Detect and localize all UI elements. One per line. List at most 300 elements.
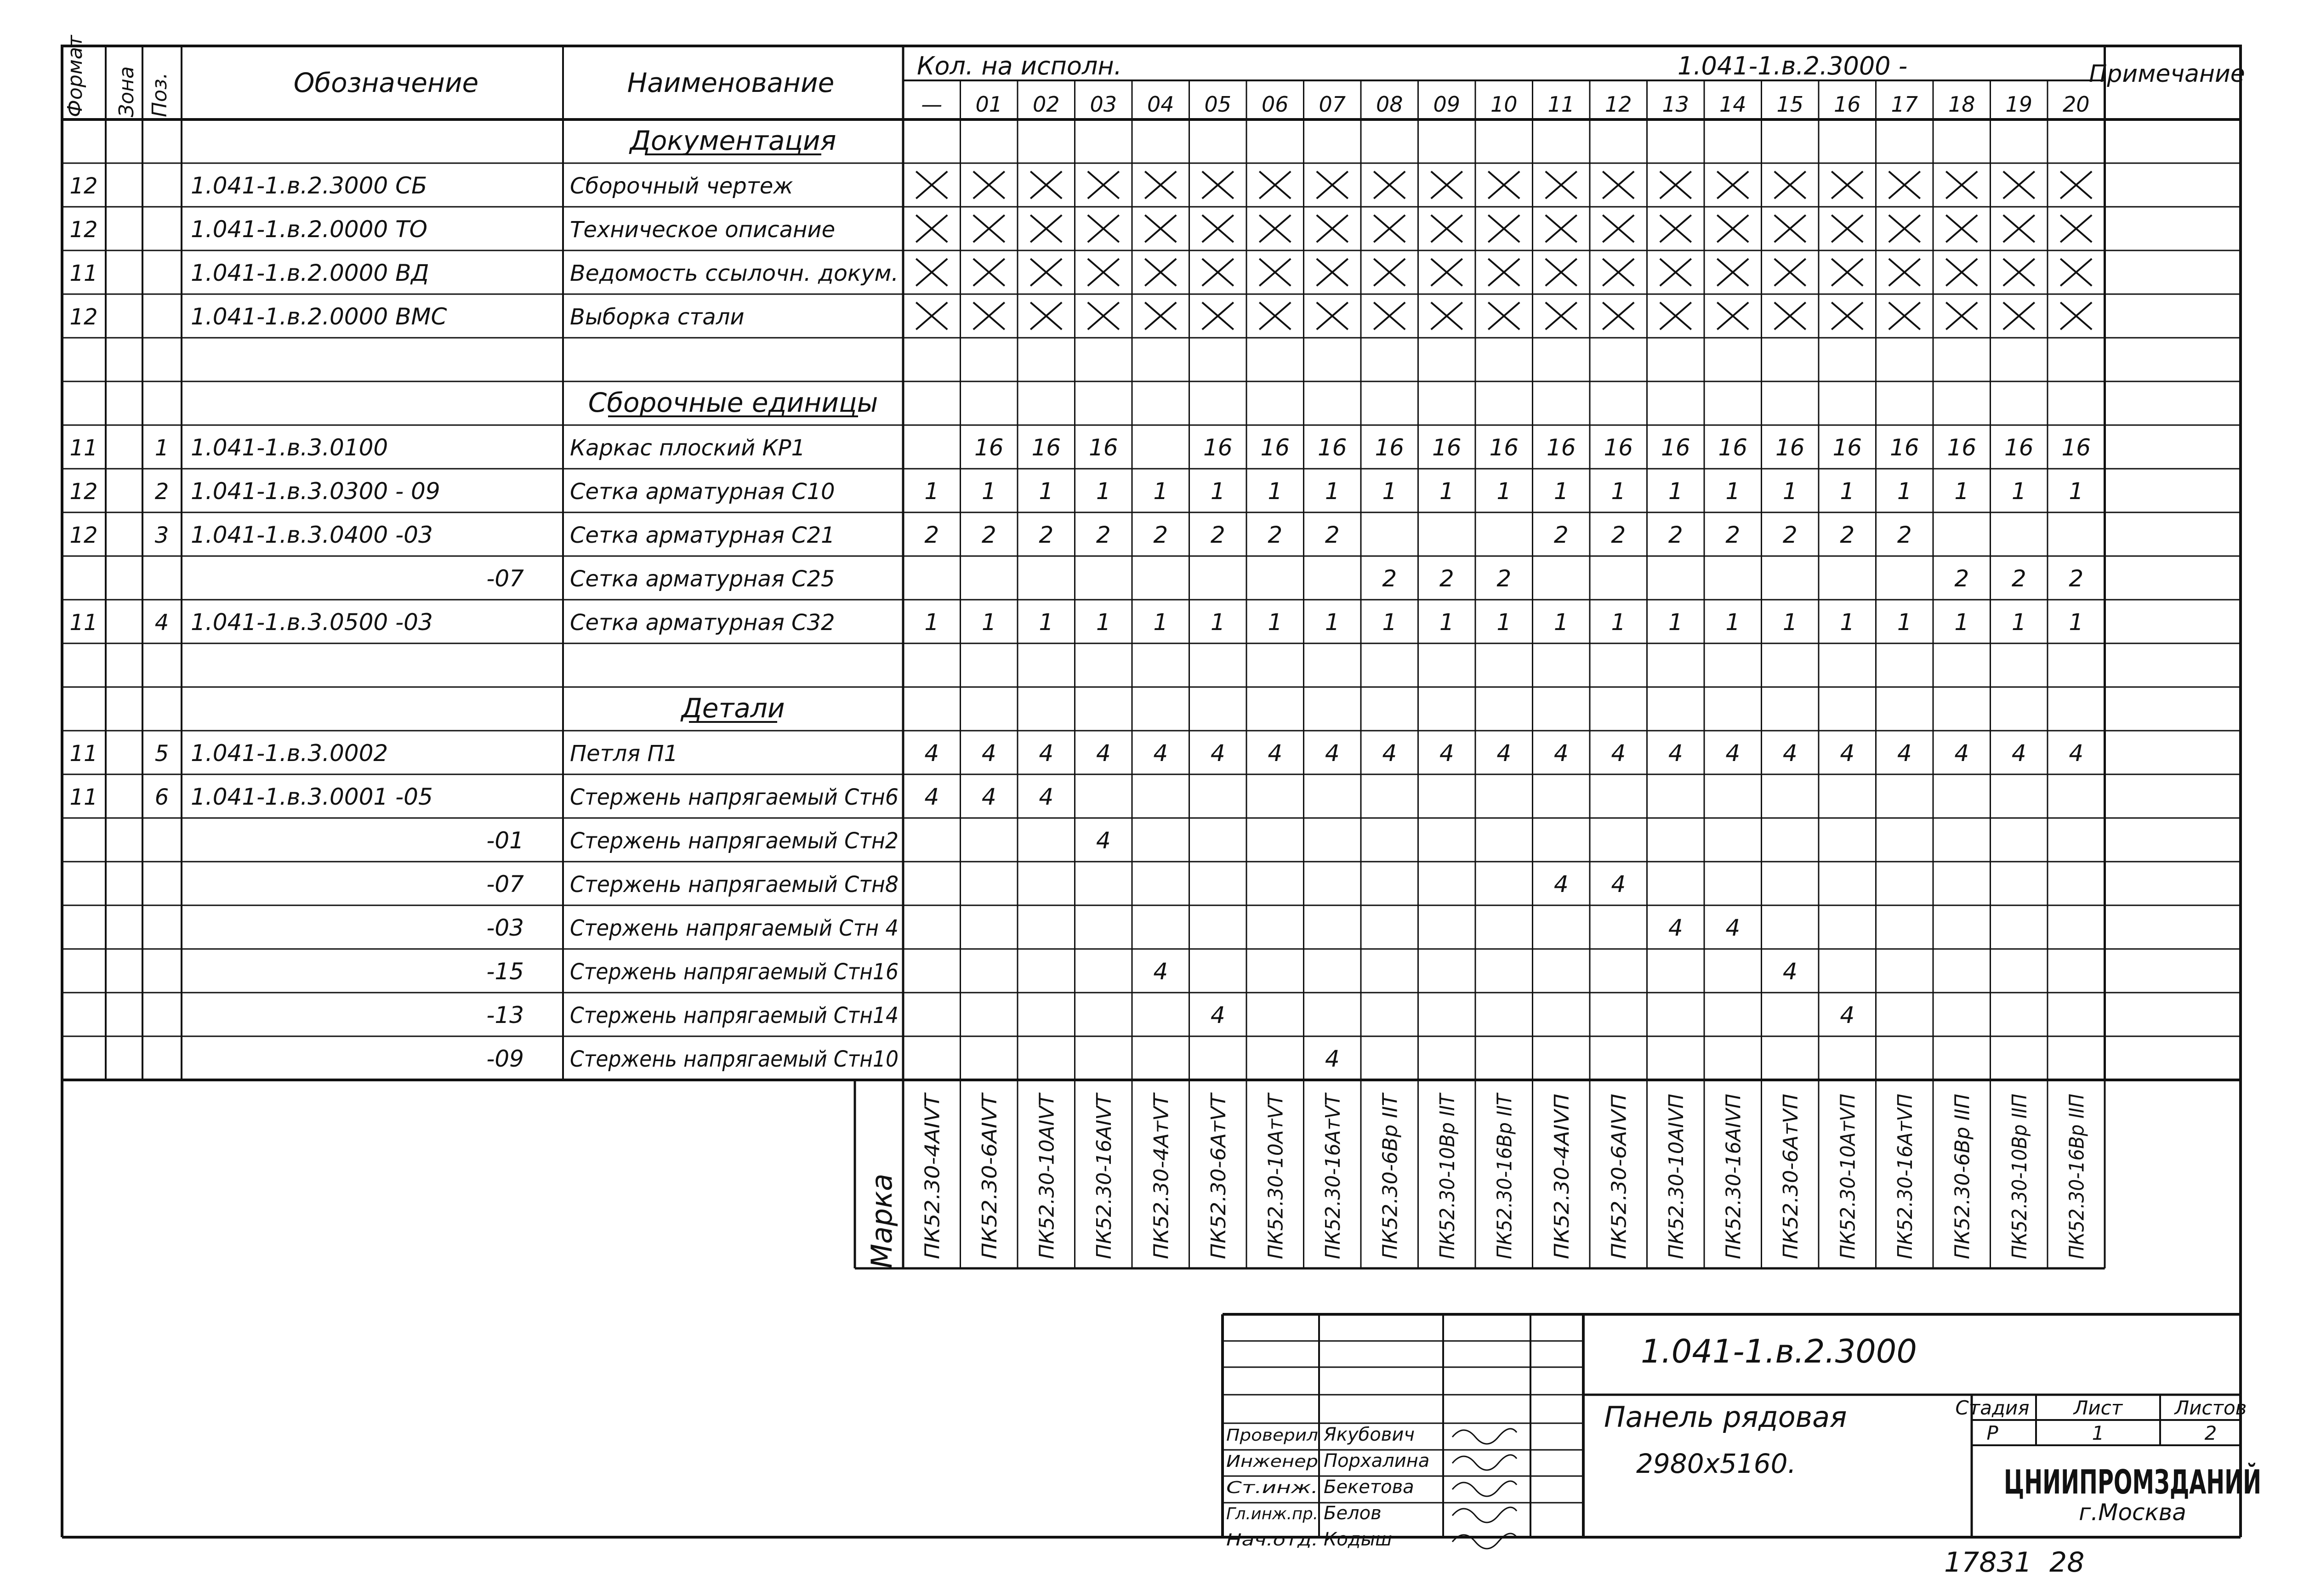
- quantity-cell: 16: [974, 434, 1004, 461]
- row-name: Ведомость ссылочн. докум.: [570, 261, 899, 286]
- row-position: 1: [154, 435, 169, 461]
- cross-mark: [1145, 302, 1176, 329]
- cross-mark: [1660, 259, 1691, 286]
- row-format: 11: [69, 435, 98, 461]
- doc-number: 1.041-1.в.2.3000: [1641, 1333, 1917, 1370]
- staff-role: Инженер: [1226, 1452, 1318, 1471]
- quantity-cell: 4: [1954, 740, 1969, 767]
- cross-mark: [916, 302, 947, 329]
- variant-header: 07: [1319, 92, 1346, 117]
- variant-header: 01: [975, 92, 1003, 117]
- cross-mark: [1889, 259, 1920, 286]
- stage-value: Р: [1986, 1422, 1998, 1444]
- variant-header: 17: [1891, 92, 1918, 117]
- quantity-cell: 1: [1268, 478, 1283, 505]
- mark-label: ПК52.30-10АтVП: [1836, 1084, 1860, 1259]
- cross-mark: [1889, 171, 1920, 199]
- quantity-cell: 4: [1782, 740, 1797, 767]
- staff-name: Белов: [1324, 1503, 1382, 1524]
- quantity-cell: 1: [1782, 609, 1797, 636]
- mark-label: ПК52.30-6Вр IIТ: [1378, 1094, 1402, 1259]
- cross-mark: [2003, 259, 2035, 286]
- quantity-cell: 1: [1096, 478, 1111, 505]
- quantity-cell: 2: [1954, 565, 1969, 592]
- quantity-cell: 4: [1668, 740, 1683, 767]
- cross-mark: [1374, 259, 1405, 286]
- cross-mark: [2060, 259, 2092, 286]
- cross-mark: [1431, 215, 1462, 242]
- quantity-cell: 2: [1439, 565, 1454, 592]
- row-designation: 1.041-1.в.3.0001 -05: [191, 784, 433, 810]
- quantity-cell: 2: [1210, 522, 1225, 548]
- row-designation: 1.041-1.в.2.0000 ВД: [191, 260, 429, 286]
- header-pos: Поз.: [148, 72, 171, 117]
- cross-mark: [1317, 171, 1348, 199]
- staff-name: Кодыш: [1324, 1529, 1392, 1550]
- row-format: 12: [69, 304, 98, 330]
- quantity-cell: 4: [1668, 914, 1683, 941]
- cross-mark: [1202, 259, 1234, 286]
- mark-label: ПК52.30-6Вр IIП: [1951, 1091, 1974, 1259]
- row-name: Сетка арматурная С32: [570, 610, 835, 636]
- quantity-cell: 16: [1203, 434, 1233, 461]
- cross-mark: [1717, 171, 1748, 199]
- mark-label: ПК52.30-16АтVП: [1893, 1084, 1917, 1259]
- cross-mark: [1317, 215, 1348, 242]
- variant-header: 10: [1490, 92, 1518, 117]
- quantity-cell: 1: [1039, 609, 1054, 636]
- quantity-cell: 16: [1432, 434, 1462, 461]
- variant-header: 06: [1261, 92, 1289, 117]
- title-line2: 2980х5160.: [1636, 1448, 1796, 1479]
- row-name: Петля П1: [570, 741, 678, 767]
- quantity-cell: 2: [1611, 522, 1626, 548]
- mark-label: ПК52.30-10АIVТ: [1035, 1092, 1059, 1259]
- header-note: Примечание: [2089, 60, 2245, 88]
- quantity-cell: 2: [1553, 522, 1569, 548]
- quantity-cell: 1: [1210, 609, 1225, 636]
- row-designation: -13: [486, 1002, 524, 1028]
- section-title: Сборочные единицы: [588, 387, 878, 418]
- mark-label: ПК52.30-16АIVТ: [1092, 1092, 1116, 1259]
- quantity-cell: 4: [924, 740, 939, 767]
- cross-mark: [1832, 215, 1863, 242]
- staff-name: Порхалина: [1324, 1450, 1430, 1471]
- cross-mark: [1603, 171, 1634, 199]
- cross-mark: [1603, 259, 1634, 286]
- row-name: Сетка арматурная С25: [570, 566, 835, 592]
- row-format: 12: [69, 523, 98, 548]
- quantity-cell: 1: [2069, 609, 2084, 636]
- mark-label: ПК52.30-4АтVТ: [1149, 1100, 1173, 1259]
- quantity-cell: 4: [1268, 740, 1283, 767]
- marka-label: Марка: [865, 1173, 899, 1268]
- row-name: Сборочный чертеж: [570, 173, 793, 199]
- quantity-cell: 2: [1496, 565, 1512, 592]
- quantity-cell: 2: [1382, 565, 1397, 592]
- mark-label: ПК52.30-6АтVТ: [1206, 1100, 1230, 1259]
- quantity-cell: 1: [981, 478, 996, 505]
- section-title: Документация: [630, 125, 836, 156]
- sheet-label: Лист: [2073, 1397, 2123, 1419]
- row-designation: -07: [486, 565, 524, 592]
- quantity-cell: 2: [2011, 565, 2026, 592]
- row-designation: 1.041-1.в.3.0002: [191, 740, 388, 767]
- cross-mark: [1660, 215, 1691, 242]
- variant-header: 05: [1204, 92, 1232, 117]
- variant-header: 08: [1376, 92, 1403, 117]
- header-format: Формат: [63, 35, 87, 117]
- cross-mark: [2003, 171, 2035, 199]
- cross-mark: [1946, 171, 1977, 199]
- quantity-cell: 4: [1782, 958, 1797, 985]
- cross-mark: [1374, 302, 1405, 329]
- org-city: г.Москва: [2079, 1499, 2186, 1526]
- quantity-cell: 16: [2004, 434, 2034, 461]
- staff-role: Гл.инж.пр.: [1226, 1505, 1318, 1523]
- staff-name: Якубович: [1324, 1424, 1415, 1445]
- cross-mark: [1431, 302, 1462, 329]
- row-name: Техническое описание: [570, 217, 836, 243]
- cross-mark: [916, 171, 947, 199]
- quantity-cell: 1: [924, 609, 939, 636]
- cross-mark: [1717, 259, 1748, 286]
- cross-mark: [1030, 215, 1062, 242]
- cross-mark: [1431, 259, 1462, 286]
- variant-header: 14: [1719, 92, 1746, 117]
- quantity-cell: 16: [2061, 434, 2091, 461]
- quantity-cell: 16: [1604, 434, 1633, 461]
- staff-signatures: [1226, 1424, 1517, 1550]
- cross-mark: [1889, 215, 1920, 242]
- cross-mark: [2003, 302, 2035, 329]
- mark-label: ПК52.30-16Вр IIТ: [1493, 1081, 1517, 1259]
- cross-mark: [973, 302, 1005, 329]
- mark-label: ПК52.30-6АIVТ: [978, 1105, 1001, 1259]
- quantity-cell: 2: [2069, 565, 2084, 592]
- row-name: Каркас плоский КР1: [570, 435, 806, 461]
- variant-header: 16: [1833, 92, 1861, 117]
- quantity-cell: 1: [1439, 609, 1454, 636]
- quantity-cell: 2: [1268, 522, 1283, 548]
- variant-header: 09: [1433, 92, 1461, 117]
- cross-mark: [1660, 171, 1691, 199]
- quantity-cell: 1: [924, 478, 939, 505]
- stage-label: Стадия: [1955, 1397, 2030, 1419]
- row-name: Стержень напрягаемый Стн6: [570, 784, 899, 810]
- quantity-cell: 2: [1096, 522, 1111, 548]
- footer-note: 17831 28: [1944, 1546, 2085, 1579]
- row-position: 2: [154, 479, 169, 505]
- quantity-cell: 4: [1210, 1002, 1225, 1028]
- quantity-cell: 1: [1611, 609, 1626, 636]
- quantity-cell: 1: [1840, 478, 1855, 505]
- row-designation: 1.041-1.в.3.0100: [191, 434, 388, 461]
- row-position: 4: [154, 610, 169, 636]
- quantity-cell: 1: [1668, 609, 1683, 636]
- cross-mark: [1374, 171, 1405, 199]
- cross-mark: [1775, 171, 1806, 199]
- row-designation: -01: [486, 827, 524, 854]
- mark-label: ПК52.30-16АIVП: [1722, 1090, 1746, 1259]
- quantity-cell: 1: [2011, 478, 2026, 505]
- signature-mark: [1452, 1455, 1517, 1470]
- row-name: Выборка стали: [570, 304, 745, 330]
- row-name: Стержень напрягаемый Стн8: [570, 872, 899, 897]
- row-name: Стержень напрягаемый Стн10: [570, 1046, 899, 1072]
- quantity-cell: 4: [2011, 740, 2026, 767]
- cross-mark: [1088, 171, 1119, 199]
- cross-mark: [2060, 302, 2092, 329]
- cross-mark: [916, 215, 947, 242]
- row-format: 11: [69, 784, 98, 810]
- table-border: [62, 46, 2241, 1080]
- quantity-cell: 4: [1210, 740, 1225, 767]
- header-doc-base: 1.041-1.в.2.3000 -: [1678, 51, 1908, 80]
- cross-mark: [1030, 171, 1062, 199]
- sheets-label: Листов: [2174, 1397, 2247, 1419]
- quantity-cell: 1: [1439, 478, 1454, 505]
- quantity-cell: 16: [1317, 434, 1347, 461]
- quantity-cell: 2: [1897, 522, 1912, 548]
- mark-label: ПК52.30-16АтVТ: [1321, 1087, 1345, 1259]
- quantity-cell: 1: [1496, 609, 1512, 636]
- quantity-cell: 2: [924, 522, 939, 548]
- row-designation: 1.041-1.в.3.0400 -03: [191, 522, 433, 548]
- quantity-cell: 4: [1325, 740, 1340, 767]
- cross-mark: [1546, 302, 1577, 329]
- quantity-cell: 1: [1782, 478, 1797, 505]
- signature-mark: [1452, 1507, 1517, 1522]
- quantity-cell: 1: [1096, 609, 1111, 636]
- quantity-cell: 16: [1889, 434, 1919, 461]
- cross-mark: [1546, 259, 1577, 286]
- quantity-cell: 4: [1382, 740, 1397, 767]
- quantity-cell: 2: [1725, 522, 1741, 548]
- cross-mark: [1603, 215, 1634, 242]
- variant-header: 11: [1547, 92, 1575, 117]
- quantity-cell: 4: [1553, 871, 1569, 897]
- title-line1: Панель рядовая: [1604, 1400, 1847, 1434]
- cross-mark: [1374, 215, 1405, 242]
- staff-role: Ст.инж.: [1226, 1478, 1318, 1497]
- quantity-cell: 16: [1832, 434, 1862, 461]
- header-qty: Кол. на исполн.: [917, 51, 1122, 80]
- quantity-cell: 16: [1718, 434, 1748, 461]
- variant-header: 20: [2062, 92, 2090, 117]
- org-name: ЦНИИПРОМЗДАНИЙ: [2004, 1463, 2261, 1501]
- quantity-cell: 2: [1153, 522, 1168, 548]
- header-designation: Обозначение: [293, 67, 479, 98]
- quantity-cell: 4: [1897, 740, 1912, 767]
- mark-label: ПК52.30-6АIVП: [1607, 1102, 1631, 1259]
- row-designation: -03: [486, 914, 524, 941]
- quantity-cell: 1: [1382, 478, 1397, 505]
- cross-mark: [2060, 215, 2092, 242]
- row-name: Стержень напрягаемый Стн16: [570, 959, 899, 985]
- row-designation: -09: [486, 1045, 524, 1072]
- cross-mark: [1832, 171, 1863, 199]
- cross-mark: [1660, 302, 1691, 329]
- row-position: 6: [154, 784, 169, 810]
- cross-mark: [1259, 215, 1291, 242]
- quantity-cell: 16: [1546, 434, 1576, 461]
- quantity-cell: 4: [1039, 740, 1054, 767]
- quantity-cell: 4: [1553, 740, 1569, 767]
- cross-mark: [1202, 302, 1234, 329]
- quantity-cell: 16: [1661, 434, 1690, 461]
- spec-table-rows: [69, 125, 2092, 1072]
- quantity-cell: 16: [1489, 434, 1519, 461]
- quantity-cell: 1: [1840, 609, 1855, 636]
- row-format: 12: [69, 479, 98, 505]
- cross-mark: [1030, 259, 1062, 286]
- row-designation: 1.041-1.в.3.0300 - 09: [191, 478, 440, 505]
- quantity-cell: 2: [981, 522, 996, 548]
- signature-mark: [1452, 1534, 1517, 1549]
- cross-mark: [1946, 302, 1977, 329]
- quantity-cell: 4: [981, 740, 996, 767]
- variant-header: 15: [1776, 92, 1804, 117]
- quantity-cell: 1: [1496, 478, 1512, 505]
- quantity-cell: 1: [1668, 478, 1683, 505]
- cross-mark: [1145, 259, 1176, 286]
- row-designation: -07: [486, 871, 524, 897]
- cross-mark: [1946, 259, 1977, 286]
- quantity-cell: 1: [1725, 609, 1741, 636]
- quantity-cell: 1: [1897, 609, 1912, 636]
- quantity-cell: 1: [1039, 478, 1054, 505]
- signature-mark: [1452, 1429, 1517, 1444]
- variant-header: 02: [1032, 92, 1060, 117]
- cross-mark: [1546, 171, 1577, 199]
- staff-role: Проверил: [1226, 1426, 1318, 1445]
- quantity-cell: 1: [1325, 478, 1340, 505]
- row-format: 12: [69, 217, 98, 243]
- quantity-cell: 1: [2011, 609, 2026, 636]
- quantity-cell: 4: [981, 784, 996, 810]
- cross-mark: [1488, 215, 1519, 242]
- quantity-cell: 4: [1153, 740, 1168, 767]
- cross-mark: [1145, 171, 1176, 199]
- quantity-cell: 2: [1325, 522, 1340, 548]
- quantity-cell: 2: [1668, 522, 1683, 548]
- cross-mark: [1775, 259, 1806, 286]
- quantity-cell: 1: [1553, 478, 1569, 505]
- mark-label: ПК52.30-10Вр IIП: [2008, 1078, 2031, 1259]
- quantity-cell: 1: [1153, 609, 1168, 636]
- row-position: 5: [154, 741, 169, 767]
- cross-mark: [1030, 302, 1062, 329]
- variant-header: 13: [1662, 92, 1689, 117]
- header-zone: Зона: [115, 66, 138, 117]
- row-format: 11: [69, 610, 98, 636]
- marks-row: [921, 1078, 2089, 1259]
- cross-mark: [1431, 171, 1462, 199]
- cross-mark: [1832, 302, 1863, 329]
- cross-mark: [1546, 215, 1577, 242]
- header-name: Наименование: [627, 67, 835, 98]
- quantity-cell: 4: [1039, 784, 1054, 810]
- quantity-cell: 2: [1782, 522, 1797, 548]
- quantity-cell: 4: [1725, 914, 1741, 941]
- staff-role: Нач.отд.: [1226, 1531, 1318, 1550]
- variant-header: 03: [1090, 92, 1117, 117]
- variant-header: 19: [2005, 92, 2033, 117]
- mark-label: ПК52.30-4АIVТ: [921, 1105, 944, 1259]
- row-designation: 1.041-1.в.3.0500 -03: [191, 609, 433, 636]
- quantity-cell: 1: [1325, 609, 1340, 636]
- quantity-cell: 4: [2069, 740, 2084, 767]
- quantity-cell: 4: [1840, 1002, 1855, 1028]
- row-name: Стержень напрягаемый Стн 4: [570, 915, 899, 941]
- staff-name: Бекетова: [1324, 1477, 1414, 1498]
- cross-mark: [1775, 302, 1806, 329]
- cross-mark: [1717, 302, 1748, 329]
- row-format: 11: [69, 261, 98, 286]
- variant-header: 12: [1604, 92, 1632, 117]
- quantity-cell: 2: [1840, 522, 1855, 548]
- quantity-cell: 4: [1611, 740, 1626, 767]
- cross-mark: [1603, 302, 1634, 329]
- quantity-cell: 1: [1553, 609, 1569, 636]
- quantity-cell: 4: [924, 784, 939, 810]
- quantity-cell: 4: [1325, 1045, 1340, 1072]
- quantity-cell: 1: [1954, 609, 1969, 636]
- quantity-cell: 1: [2069, 478, 2084, 505]
- quantity-cell: 4: [1496, 740, 1512, 767]
- cross-mark: [1202, 171, 1234, 199]
- cross-mark: [973, 259, 1005, 286]
- sheet-value: 1: [2092, 1422, 2105, 1444]
- quantity-cell: 4: [1153, 958, 1168, 985]
- cross-mark: [1889, 302, 1920, 329]
- quantity-cell: 4: [1611, 871, 1626, 897]
- quantity-cell: 16: [1260, 434, 1290, 461]
- row-designation: 1.041-1.в.2.3000 СБ: [191, 172, 427, 199]
- cross-mark: [1088, 215, 1119, 242]
- variant-header: 18: [1948, 92, 1975, 117]
- row-format: 11: [69, 741, 98, 767]
- cross-mark: [916, 259, 947, 286]
- row-name: Сетка арматурная С21: [570, 523, 835, 548]
- cross-mark: [1717, 215, 1748, 242]
- section-title: Детали: [681, 693, 785, 724]
- cross-mark: [1488, 302, 1519, 329]
- row-position: 3: [154, 523, 169, 548]
- quantity-cell: 4: [1096, 740, 1111, 767]
- cross-mark: [1088, 302, 1119, 329]
- quantity-cell: 1: [1382, 609, 1397, 636]
- sheets-value: 2: [2204, 1422, 2217, 1444]
- signature-mark: [1452, 1481, 1517, 1496]
- variant-header: 04: [1147, 92, 1174, 117]
- quantity-cell: 1: [1897, 478, 1912, 505]
- mark-label: ПК52.30-10Вр IIТ: [1435, 1081, 1459, 1259]
- variant-header: —: [921, 92, 943, 117]
- row-designation: 1.041-1.в.2.0000 ВМС: [191, 303, 447, 330]
- mark-label: ПК52.30-10АтVТ: [1264, 1087, 1288, 1259]
- quantity-cell: 4: [1725, 740, 1741, 767]
- quantity-cell: 16: [1947, 434, 1977, 461]
- row-format: 12: [69, 173, 98, 199]
- quantity-cell: 1: [981, 609, 996, 636]
- quantity-cell: 16: [1375, 434, 1405, 461]
- cross-mark: [1488, 171, 1519, 199]
- quantity-cell: 16: [1775, 434, 1805, 461]
- cross-mark: [2060, 171, 2092, 199]
- quantity-cell: 4: [1840, 740, 1855, 767]
